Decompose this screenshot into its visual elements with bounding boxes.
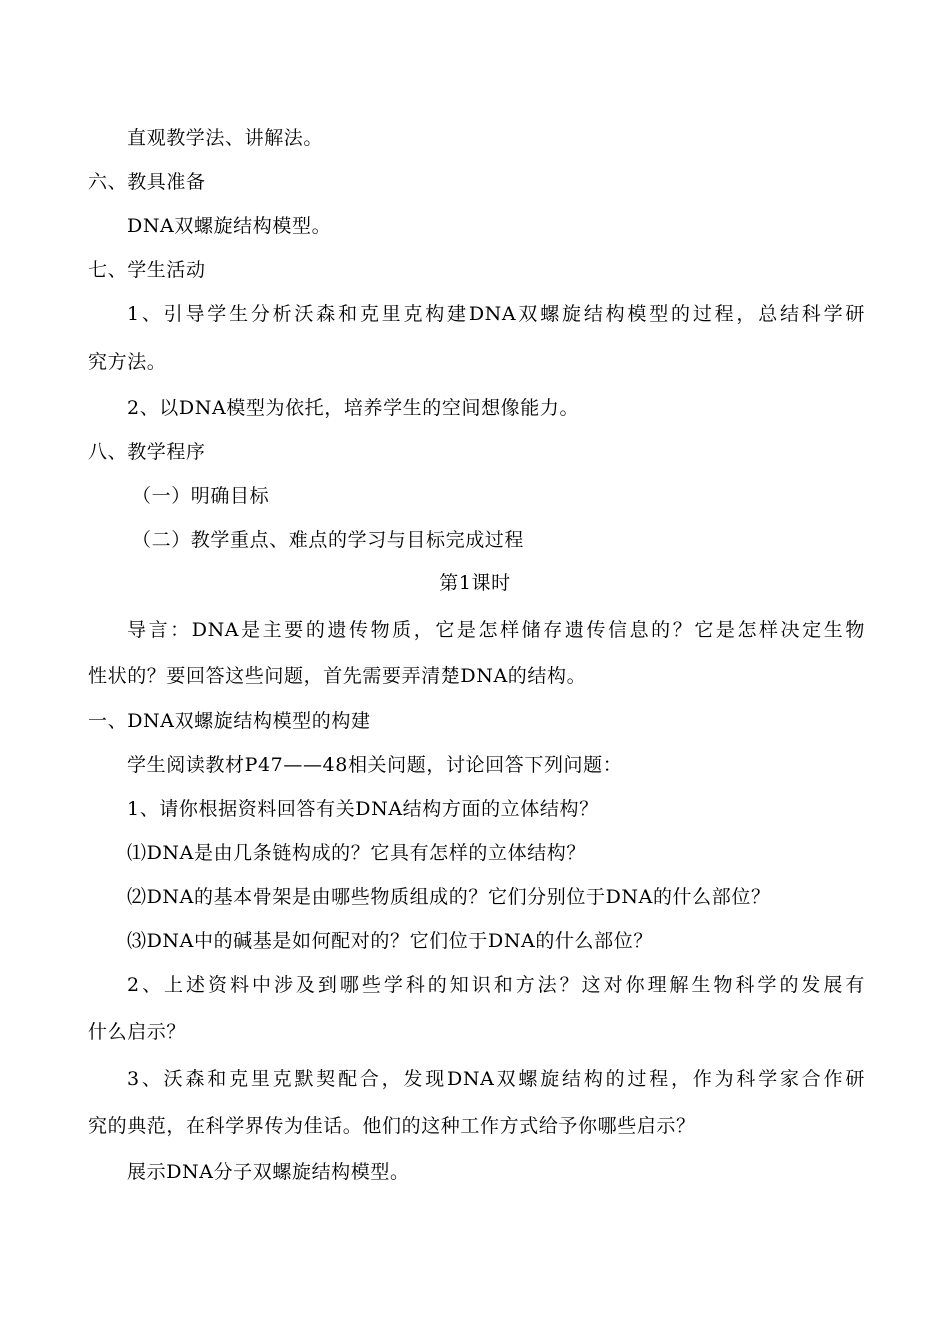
procedure-step-2: （二）教学重点、难点的学习与目标完成过程 — [132, 529, 525, 551]
question-1a-line: ⑴DNA是由几条链构成的？它具有怎样的立体结构？ — [127, 842, 586, 864]
introduction-line-2: 性状的？要回答这些问题，首先需要弄清楚DNA的结构。 — [88, 665, 587, 687]
question-1b-line: ⑵DNA的基本骨架是由哪些物质组成的？它们分别位于DNA的什么部位？ — [127, 886, 771, 908]
reading-task-line: 学生阅读教材P47——48相关问题，讨论回答下列问题： — [127, 754, 623, 776]
procedure-step-1: （一）明确目标 — [132, 485, 270, 507]
lesson-title: 第1课时 — [439, 572, 511, 594]
question-3-line-1: 3、沃森和克里克默契配合，发现DNA双螺旋结构的过程，作为科学家合作研 — [127, 1068, 865, 1090]
activity-2-line: 2、以DNA模型为依托，培养学生的空间想像能力。 — [127, 397, 580, 419]
activity-1-line-2: 究方法。 — [88, 351, 167, 373]
section-heading-student-activities: 七、学生活动 — [88, 259, 206, 281]
introduction-line-1: 导言：DNA是主要的遗传物质，它是怎样储存遗传信息的？它是怎样决定生物 — [127, 619, 865, 641]
section-heading-dna-model: 一、DNA双螺旋结构模型的构建 — [88, 710, 371, 732]
question-2-line-1: 2、上述资料中涉及到哪些学科的知识和方法？这对你理解生物科学的发展有 — [127, 974, 865, 996]
section-heading-teaching-aids: 六、教具准备 — [88, 171, 206, 193]
model-display-line: 展示DNA分子双螺旋结构模型。 — [127, 1161, 410, 1183]
teaching-method-line: 直观教学法、讲解法。 — [127, 127, 324, 149]
question-1c-line: ⑶DNA中的碱基是如何配对的？它们位于DNA的什么部位？ — [127, 930, 653, 952]
question-1-line: 1、请你根据资料回答有关DNA结构方面的立体结构？ — [127, 798, 599, 820]
section-heading-teaching-procedure: 八、教学程序 — [88, 441, 206, 463]
question-2-line-2: 什么启示？ — [88, 1021, 187, 1043]
question-3-line-2: 究的典范，在科学界传为佳话。他们的这种工作方式给予你哪些启示？ — [88, 1115, 696, 1137]
activity-1-line-1: 1、引导学生分析沃森和克里克构建DNA双螺旋结构模型的过程，总结科学研 — [127, 303, 865, 325]
teaching-aids-line: DNA双螺旋结构模型。 — [127, 215, 332, 237]
